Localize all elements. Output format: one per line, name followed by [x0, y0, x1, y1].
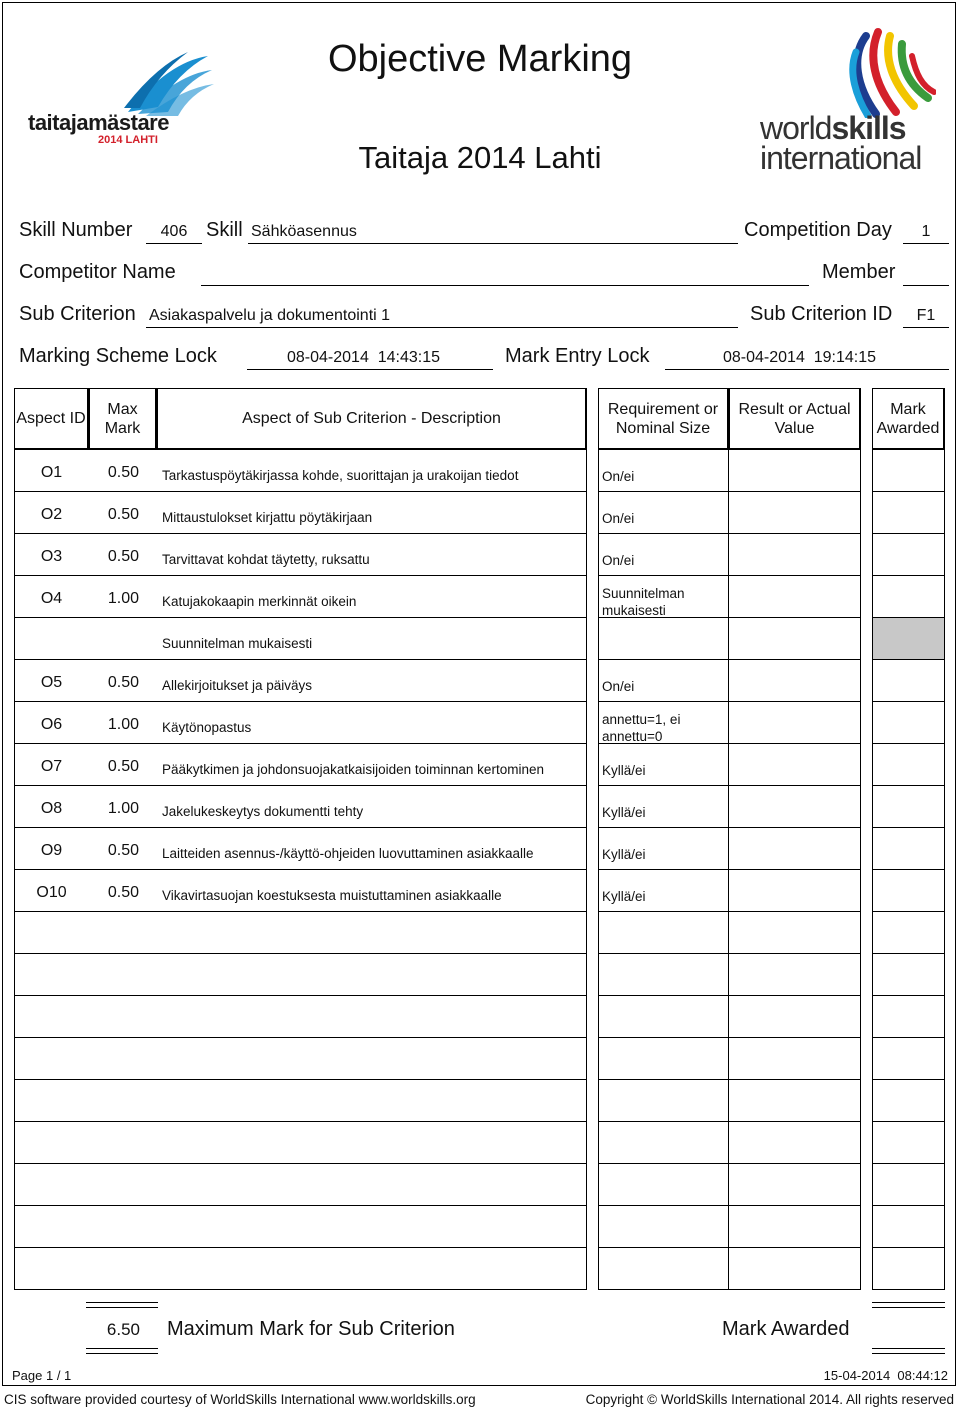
row-result-cell[interactable]	[729, 450, 861, 492]
skill-number-value: 406	[160, 223, 188, 240]
worldskills-logo-line2: international	[760, 140, 922, 176]
row-description-cell	[14, 870, 587, 912]
sub-criterion-label: Sub Criterion	[19, 303, 136, 325]
row-aspect-id: O2	[40, 506, 63, 523]
row-requirement-cell	[598, 618, 729, 660]
mark-entry-lock-label: Mark Entry Lock	[505, 345, 650, 367]
row-mark-awarded-cell[interactable]	[872, 912, 945, 954]
page-subtitle: Taitaja 2014 Lahti	[358, 140, 602, 175]
row-description: Tarkastuspöytäkirjassa kohde, suorittajan ja urakoijan tiedot	[162, 468, 519, 483]
row-mark-awarded-cell[interactable]	[872, 1248, 945, 1290]
row-result-cell[interactable]	[729, 1164, 861, 1206]
competitor-name-label: Competitor Name	[19, 261, 176, 283]
row-description: Allekirjoitukset ja päiväys	[162, 678, 313, 693]
row-result-cell[interactable]	[729, 492, 861, 534]
row-requirement: Kyllä/ei	[602, 847, 646, 862]
row-result-cell[interactable]	[729, 1248, 861, 1290]
marking-scheme-lock-label: Marking Scheme Lock	[19, 345, 217, 367]
awarded-double-line-top	[872, 1302, 945, 1308]
row-description-cell	[14, 1248, 587, 1290]
worldskills-logo-line1: worldskills	[760, 110, 906, 146]
row-requirement-cell	[598, 534, 729, 576]
row-result-cell[interactable]	[729, 1080, 861, 1122]
row-aspect-id: O1	[40, 464, 63, 481]
row-mark-awarded-cell[interactable]	[872, 870, 945, 912]
row-mark-awarded-cell[interactable]	[872, 450, 945, 492]
header-description: Aspect of Sub Criterion - Description	[157, 388, 587, 450]
copyright: Copyright © WorldSkills International 2014. All rights reserved	[585, 1392, 954, 1407]
row-description-cell	[14, 534, 587, 576]
row-requirement: On/ei	[602, 511, 635, 526]
row-max-mark: 0.50	[107, 674, 139, 691]
maximum-mark-label: Maximum Mark for Sub Criterion	[167, 1318, 455, 1340]
row-description-cell	[14, 660, 587, 702]
row-result-cell[interactable]	[729, 954, 861, 996]
row-requirement-cell	[598, 1206, 729, 1248]
row-mark-awarded-cell[interactable]	[872, 534, 945, 576]
header-mark-awarded: Mark Awarded	[872, 388, 945, 450]
row-result-cell[interactable]	[729, 702, 861, 744]
row-description-cell	[14, 786, 587, 828]
row-requirement-cell	[598, 450, 729, 492]
row-requirement-cell	[598, 996, 729, 1038]
row-requirement-cell	[598, 786, 729, 828]
mark-entry-lock-value: 08-04-2014 19:14:15	[723, 349, 877, 366]
awarded-double-line-bottom	[872, 1348, 945, 1354]
row-requirement: On/ei	[602, 469, 635, 484]
row-result-cell[interactable]	[729, 576, 861, 618]
row-requirement-cell	[598, 1038, 729, 1080]
competition-day-value: 1	[921, 223, 931, 240]
software-credit: CIS software provided courtesy of WorldSkills International www.worldskills.org	[4, 1392, 476, 1407]
row-description-cell	[14, 954, 587, 996]
skill-underline	[248, 243, 738, 244]
row-max-mark: 0.50	[107, 548, 139, 565]
row-description: Vikavirtasuojan koestuksesta muistuttaminen asiakkaalle	[162, 888, 502, 903]
row-mark-awarded-cell[interactable]	[872, 1206, 945, 1248]
sub-criterion-underline	[146, 327, 738, 328]
row-aspect-id: O8	[40, 800, 63, 817]
row-mark-awarded-cell[interactable]	[872, 786, 945, 828]
member-underline	[903, 285, 949, 286]
row-mark-awarded-cell[interactable]	[872, 660, 945, 702]
row-requirement: Suunnitelman mukaisesti	[602, 586, 685, 618]
skill-number-underline	[146, 243, 202, 244]
row-aspect-id: O3	[40, 548, 63, 565]
row-result-cell[interactable]	[729, 828, 861, 870]
sub-criterion-value: Asiakaspalvelu ja dokumentointi 1	[149, 307, 391, 324]
row-requirement-cell	[598, 1080, 729, 1122]
marking-scheme-lock-underline	[247, 369, 493, 370]
header-result: Result or Actual Value	[729, 388, 861, 450]
row-max-mark: 0.50	[107, 506, 139, 523]
row-mark-awarded-cell[interactable]	[872, 828, 945, 870]
row-requirement-cell	[598, 702, 729, 744]
member-label: Member	[822, 261, 896, 283]
skill-value: Sähköasennus	[251, 223, 357, 240]
row-description: Jakelukeskeytys dokumentti tehty	[162, 804, 364, 819]
row-result-cell[interactable]	[729, 744, 861, 786]
total-double-line-top	[86, 1302, 158, 1308]
row-max-mark: 1.00	[107, 590, 139, 607]
row-result-cell[interactable]	[729, 1038, 861, 1080]
row-mark-awarded-cell[interactable]	[872, 744, 945, 786]
row-requirement: On/ei	[602, 553, 635, 568]
row-mark-awarded-cell[interactable]	[872, 1164, 945, 1206]
row-aspect-id: O7	[40, 758, 63, 775]
row-aspect-id: O5	[40, 674, 63, 691]
sub-criterion-id-underline	[903, 327, 949, 328]
row-mark-awarded-cell[interactable]	[872, 576, 945, 618]
mark-awarded-label: Mark Awarded	[722, 1318, 850, 1340]
row-description-cell	[14, 450, 587, 492]
row-requirement-cell	[598, 828, 729, 870]
row-description-cell	[14, 828, 587, 870]
row-mark-awarded-cell[interactable]	[872, 996, 945, 1038]
row-mark-awarded-cell[interactable]	[872, 492, 945, 534]
row-requirement: On/ei	[602, 679, 635, 694]
row-result-cell[interactable]	[729, 1122, 861, 1164]
page-title: Objective Marking	[327, 38, 633, 80]
row-mark-awarded-cell	[872, 618, 945, 660]
row-requirement-cell	[598, 1122, 729, 1164]
taitaja-logo-sub: 2014 LAHTI	[98, 134, 158, 146]
row-requirement-cell	[598, 870, 729, 912]
row-mark-awarded-cell[interactable]	[872, 702, 945, 744]
row-result-cell[interactable]	[729, 786, 861, 828]
row-description-cell	[14, 1164, 587, 1206]
row-description: Suunnitelman mukaisesti	[162, 636, 313, 651]
row-result-cell[interactable]	[729, 912, 861, 954]
row-aspect-id: O6	[40, 716, 63, 733]
row-requirement-cell	[598, 1248, 729, 1290]
row-description-cell	[14, 576, 587, 618]
row-description-cell	[14, 1038, 587, 1080]
row-requirement: annettu=1, ei annettu=0	[602, 712, 681, 744]
row-max-mark: 0.50	[107, 464, 139, 481]
row-description: Tarvittavat kohdat täytetty, ruksattu	[162, 552, 370, 567]
row-description-cell	[14, 618, 587, 660]
row-result-cell[interactable]	[729, 996, 861, 1038]
header-aspect-id: Aspect ID	[14, 388, 89, 450]
row-description: Katujakokaapin merkinnät oikein	[162, 594, 357, 609]
row-max-mark: 0.50	[107, 758, 139, 775]
competitor-name-underline	[201, 285, 809, 286]
row-result-cell[interactable]	[729, 660, 861, 702]
row-description: Laitteiden asennus-/käyttö-ohjeiden luovuttaminen asiakkaalle	[162, 846, 534, 861]
row-requirement: Kyllä/ei	[602, 805, 646, 820]
row-max-mark: 0.50	[107, 842, 139, 859]
row-description-cell	[14, 1122, 587, 1164]
row-description-cell	[14, 1206, 587, 1248]
marking-scheme-lock-value: 08-04-2014 14:43:15	[287, 349, 441, 366]
header-max-mark: Max Mark	[89, 388, 157, 450]
row-result-cell[interactable]	[729, 870, 861, 912]
row-description-cell	[14, 492, 587, 534]
row-description-cell	[14, 1080, 587, 1122]
row-description-cell	[14, 996, 587, 1038]
row-description-cell	[14, 744, 587, 786]
row-requirement-cell	[598, 492, 729, 534]
row-result-cell[interactable]	[729, 618, 861, 660]
row-requirement-cell	[598, 660, 729, 702]
row-requirement-cell	[598, 576, 729, 618]
page-number: Page 1 / 1	[12, 1368, 72, 1383]
row-aspect-id: O9	[40, 842, 63, 859]
row-requirement: Kyllä/ei	[602, 763, 646, 778]
total-max-mark: 6.50	[106, 1320, 140, 1339]
row-description: Mittaustulokset kirjattu pöytäkirjaan	[162, 510, 373, 525]
print-timestamp: 15-04-2014 08:44:12	[823, 1368, 948, 1383]
total-double-line-bottom	[86, 1348, 158, 1354]
row-max-mark: 1.00	[107, 716, 139, 733]
row-description-cell	[14, 912, 587, 954]
row-result-cell[interactable]	[729, 1206, 861, 1248]
header-requirement: Requirement or Nominal Size	[598, 388, 729, 450]
skill-number-label: Skill Number	[19, 219, 133, 241]
row-requirement-cell	[598, 954, 729, 996]
competition-day-underline	[903, 243, 949, 244]
row-description: Käytönopastus	[162, 720, 252, 735]
taitaja-logo-name: taitajamästare	[28, 110, 169, 135]
row-description-cell	[14, 702, 587, 744]
row-description: Pääkytkimen ja johdonsuojakatkaisijoiden toiminnan kertominen	[162, 762, 544, 777]
competition-day-label: Competition Day	[744, 219, 892, 241]
row-max-mark: 1.00	[107, 800, 139, 817]
sub-criterion-id-value: F1	[916, 307, 936, 324]
row-result-cell[interactable]	[729, 534, 861, 576]
row-mark-awarded-cell[interactable]	[872, 954, 945, 996]
row-mark-awarded-cell[interactable]	[872, 1038, 945, 1080]
sub-criterion-id-label: Sub Criterion ID	[750, 303, 893, 325]
mark-entry-lock-underline	[665, 369, 949, 370]
row-requirement-cell	[598, 912, 729, 954]
row-aspect-id: O4	[40, 590, 63, 607]
skill-label: Skill	[206, 219, 243, 241]
row-requirement-cell	[598, 1164, 729, 1206]
row-requirement: Kyllä/ei	[602, 889, 646, 904]
row-max-mark: 0.50	[107, 884, 139, 901]
row-mark-awarded-cell[interactable]	[872, 1122, 945, 1164]
row-aspect-id: O10	[36, 884, 67, 901]
row-requirement-cell	[598, 744, 729, 786]
row-mark-awarded-cell[interactable]	[872, 1080, 945, 1122]
